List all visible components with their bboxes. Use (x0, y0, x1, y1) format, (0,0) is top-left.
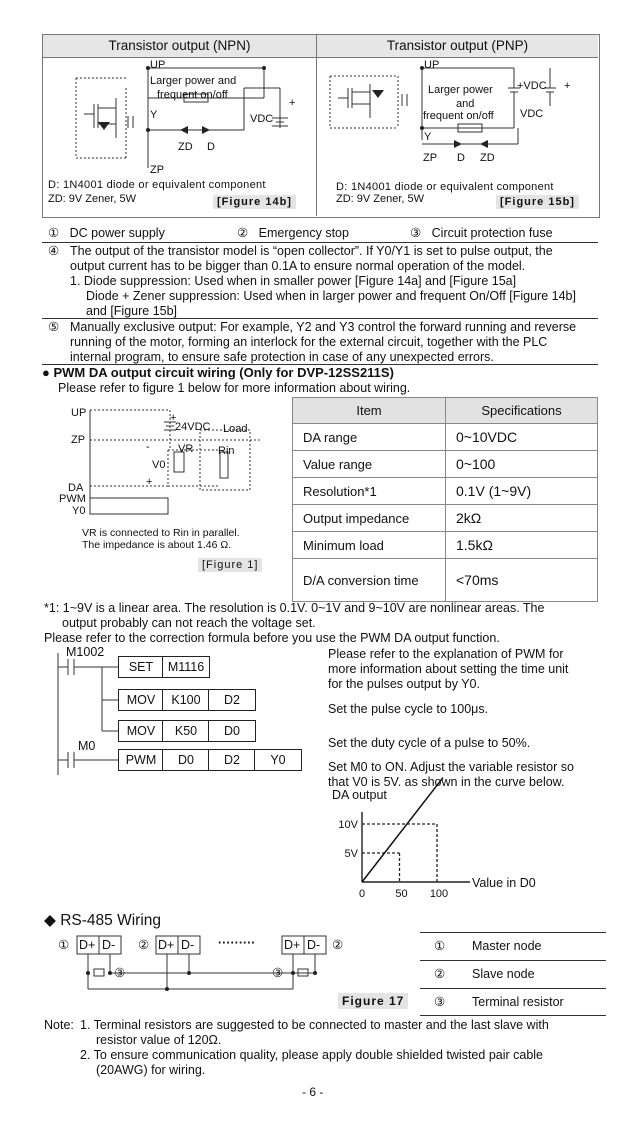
rs485-legend-label-1: Master node (472, 939, 542, 953)
note5-top-rule (42, 318, 598, 319)
footnote-line1: *1: 1~9V is a linear area. The resolution is 0.1V. 0~1V and 9~10V are nonlinear areas. The (44, 601, 545, 615)
note5-line1: Manually exclusive output: For example, Y2 and Y3 control the forward running and reverse (70, 320, 577, 334)
spec-item: Resolution*1 (293, 478, 446, 505)
footnote-line2: output probably can not reach the voltage set. (62, 616, 316, 630)
legend-item-3 (410, 226, 553, 240)
note4-line5: and [Figure 15b] (86, 304, 178, 318)
note4-line2: output current has to be bigger than 0.1A to ensure normal operation of the model. (70, 259, 526, 273)
spec-value: 0~10VDC (446, 424, 598, 451)
pwm-up-label: UP (71, 407, 87, 419)
ladder-mov1-instr: MOV (118, 689, 164, 711)
pnp-y-label: Y (424, 131, 432, 143)
table-row (293, 559, 598, 602)
npn-header: Transistor output (NPN) (43, 35, 317, 57)
ladder-desc3: Set the duty cycle of a pulse to 50%. (328, 736, 531, 750)
rs485-resistor1-num: ③ (114, 966, 126, 980)
chart-xtick-label: 0 (358, 888, 366, 900)
pnp-up-label: UP (424, 59, 440, 71)
rs485-legend-rule-1 (420, 960, 606, 961)
pwm-intro: Please refer to figure 1 below for more information about wiring. (58, 381, 411, 395)
spec-table-header (293, 398, 598, 424)
pwm-figure-label: [Figure 1] (198, 558, 262, 572)
pwm-minus-label: - (146, 441, 150, 453)
chart-ytick-label: 5V (344, 848, 358, 860)
rs485-master-dplus: D+ (79, 938, 96, 952)
pnp-frequent-label: frequent on/off (423, 110, 494, 122)
legend-item-1 (48, 226, 165, 240)
ladder-desc1-line2: more information about setting the time unit (328, 662, 569, 676)
note4-number: ④ (48, 244, 60, 258)
spec-value: <70ms (446, 559, 598, 602)
ladder-mov2-instr: MOV (118, 720, 164, 742)
rs485-slave1-dminus: D- (181, 938, 195, 952)
rs485-note1-line1: 1. Terminal resistors are suggested to be connected to master and the last slave with (80, 1018, 549, 1032)
formula-note: Please refer to the correction formula before you use the PWM DA output function. (44, 631, 500, 645)
pwm-plus-label: + (146, 476, 153, 488)
note4-line1: The output of the transistor model is “open collector”. If Y0/Y1 is set to pulse output, the (70, 244, 553, 258)
ladder-k100-operand: K100 (162, 689, 210, 711)
ladder-desc2: Set the pulse cycle to 100μs. (328, 702, 489, 716)
pwm-load-label: Load (223, 423, 248, 435)
chart-ytick-label: 10V (338, 819, 358, 831)
npn-note-zener: ZD: 9V Zener, 5W (48, 193, 137, 205)
pnp-figure-label: [Figure 15b] (496, 195, 579, 209)
note4-top-rule (42, 242, 598, 243)
table-row (293, 424, 598, 451)
da-spec-table (292, 397, 598, 602)
legend-num-3: ③ (410, 226, 422, 240)
rs485-legend-num-3: ③ (434, 995, 446, 1009)
ladder-m0-label: M0 (78, 739, 96, 753)
rs485-dots: ········· (218, 936, 256, 950)
rs485-slave1-dplus: D+ (158, 938, 175, 952)
table-row (293, 478, 598, 505)
ladder-set-instr: SET (118, 656, 164, 678)
note4-line3: 1. Diode suppression: Used when in smaller power [Figure 14a] and [Figure 15a] (70, 274, 517, 288)
note5-line2: running of the motor, forming an interlock for the external circuit, together with the PLC (70, 335, 548, 349)
table-divider-v (316, 57, 317, 216)
pnp-zd-label: ZD (480, 152, 495, 164)
pnp-vdc-plus-label: +VDC (517, 80, 547, 92)
diamond-bullet-icon: ◆ (44, 912, 61, 929)
legend-num-1: ① (48, 226, 60, 240)
rs485-note2-line2: (20AWG) for wiring. (96, 1063, 206, 1077)
chart-xtick-label: 50 (395, 888, 408, 900)
legend-label-2: Emergency stop (258, 226, 349, 240)
ladder-desc1-line3: for the pulses output by Y0. (328, 677, 480, 691)
legend-label-3: Circuit protection fuse (431, 226, 553, 240)
pwm-24vdc-label: 24VDC (175, 421, 211, 433)
page-number: - 6 - (302, 1085, 324, 1099)
legend-label-1: DC power supply (69, 226, 165, 240)
rs485-legend-rule-2 (420, 988, 606, 989)
ladder-desc4-line2: that V0 is 5V. as shown in the curve below. (328, 775, 565, 789)
rs485-slave1-num: ② (138, 938, 150, 952)
da-output-chart (320, 786, 550, 904)
spec-item: Value range (293, 451, 446, 478)
rs485-legend-label-2: Slave node (472, 967, 535, 981)
note5-line3: internal program, to ensure safe protection in case of any unexpected errors. (70, 350, 494, 364)
pnp-plus-label: + (564, 80, 571, 92)
spec-item: D/A conversion time (293, 559, 446, 602)
spec-item: DA range (293, 424, 446, 451)
npn-note-diode: D: 1N4001 diode or equivalent component (48, 179, 266, 191)
pwm-v0-label: V0 (152, 459, 166, 471)
chart-xtick-label: 100 (429, 888, 449, 900)
pnp-note-diode: D: 1N4001 diode or equivalent component (336, 181, 554, 193)
npn-larger-power-label: Larger power and (150, 75, 237, 87)
table-row (293, 451, 598, 478)
rs485-legend-label-3: Terminal resistor (472, 995, 564, 1009)
pnp-and-label: and (456, 98, 475, 110)
rs485-master-num: ① (58, 938, 70, 952)
rs485-slaveN-dminus: D- (307, 938, 321, 952)
rs485-legend-rule-0 (420, 932, 606, 933)
ladder-d0-operand-a: D0 (208, 720, 256, 742)
rs485-legend-num-2: ② (434, 967, 446, 981)
ladder-m1116-operand: M1116 (162, 656, 210, 678)
npn-zp-label: ZP (150, 164, 165, 176)
note5-number: ⑤ (48, 320, 60, 334)
spec-value: 0~100 (446, 451, 598, 478)
pwm-pwm-label: PWM (59, 493, 86, 505)
note4-line4: Diode + Zener suppression: Used when in larger power and frequent On/Off [Figure 14b] (86, 289, 576, 303)
rs485-figure-label: Figure 17 (338, 993, 408, 1009)
rs485-note-label: Note: (44, 1018, 74, 1032)
pwm-24v-plus: + (170, 412, 177, 424)
pnp-note-zener: ZD: 9V Zener, 5W (336, 193, 425, 205)
pnp-larger-power-label: Larger power (428, 84, 493, 96)
pnp-vdc-label: VDC (520, 108, 544, 120)
chart-xlabel: Value in D0 (472, 876, 536, 890)
npn-figure-label: [Figure 14b] (213, 195, 296, 209)
npn-y-label: Y (150, 109, 158, 121)
pwm-da-label: DA (68, 482, 84, 494)
pwm-zp-label: ZP (71, 434, 86, 446)
rs485-title-text: RS-485 Wiring (60, 912, 162, 929)
ladder-pwm-instr: PWM (118, 749, 164, 771)
npn-frequent-label: frequent on/off (157, 89, 228, 101)
npn-d-label: D (207, 141, 215, 153)
rs485-title (44, 912, 161, 930)
rs485-legend-rule-3 (420, 1015, 606, 1016)
pwm-title-text: PWM DA output circuit wiring (Only for DVP-12SS211S) (53, 365, 394, 380)
rs485-slaveN-num: ② (332, 938, 344, 952)
rs485-legend-num-1: ① (434, 939, 446, 953)
pnp-header: Transistor output (PNP) (317, 35, 598, 57)
legend-num-2: ② (237, 226, 249, 240)
ladder-desc1-line1: Please refer to the explanation of PWM for (328, 647, 564, 661)
rs485-master-dminus: D- (102, 938, 116, 952)
pwm-y0-label: Y0 (72, 505, 86, 517)
spec-value: 0.1V (1~9V) (446, 478, 598, 505)
ladder-d2-operand-a: D2 (208, 689, 256, 711)
table-row (293, 532, 598, 559)
spec-value: 1.5kΩ (446, 532, 598, 559)
rs485-note2-line1: 2. To ensure communication quality, please apply double shielded twisted pair cable (80, 1048, 544, 1062)
bullet-icon: ● (42, 365, 54, 380)
ladder-d0-operand-b: D0 (162, 749, 210, 771)
pnp-zp-label: ZP (423, 152, 438, 164)
ladder-k50-operand: K50 (162, 720, 210, 742)
npn-zd-label: ZD (178, 141, 193, 153)
table-row (293, 505, 598, 532)
spec-value: 2kΩ (446, 505, 598, 532)
npn-vdc-label: VDC (250, 113, 274, 125)
ladder-y0-operand: Y0 (254, 749, 302, 771)
spec-header-item: Item (293, 398, 446, 424)
pwm-caption-2: The impedance is about 1.46 Ω. (82, 539, 232, 551)
pnp-d-label: D (457, 152, 465, 164)
npn-plus-label: + (289, 97, 296, 109)
pwm-rin-label: Rin (218, 445, 235, 457)
rs485-note1-line2: resistor value of 120Ω. (96, 1033, 222, 1047)
spec-item: Output impedance (293, 505, 446, 532)
rs485-resistor2-num: ③ (272, 966, 284, 980)
spec-item: Minimum load (293, 532, 446, 559)
npn-up-label: UP (150, 59, 166, 71)
legend-item-2 (237, 226, 349, 240)
rs485-slaveN-dplus: D+ (284, 938, 301, 952)
ladder-desc4-line1: Set M0 to ON. Adjust the variable resistor so (328, 760, 574, 774)
chart-title: DA output (332, 788, 387, 802)
ladder-m1002-label: M1002 (66, 645, 105, 659)
pwm-section-title (42, 366, 394, 381)
ladder-d2-operand-b: D2 (208, 749, 256, 771)
spec-header-specs: Specifications (446, 398, 598, 424)
pwm-caption-1: VR is connected to Rin in parallel. (82, 527, 240, 539)
pwm-vr-label: VR (178, 443, 194, 455)
